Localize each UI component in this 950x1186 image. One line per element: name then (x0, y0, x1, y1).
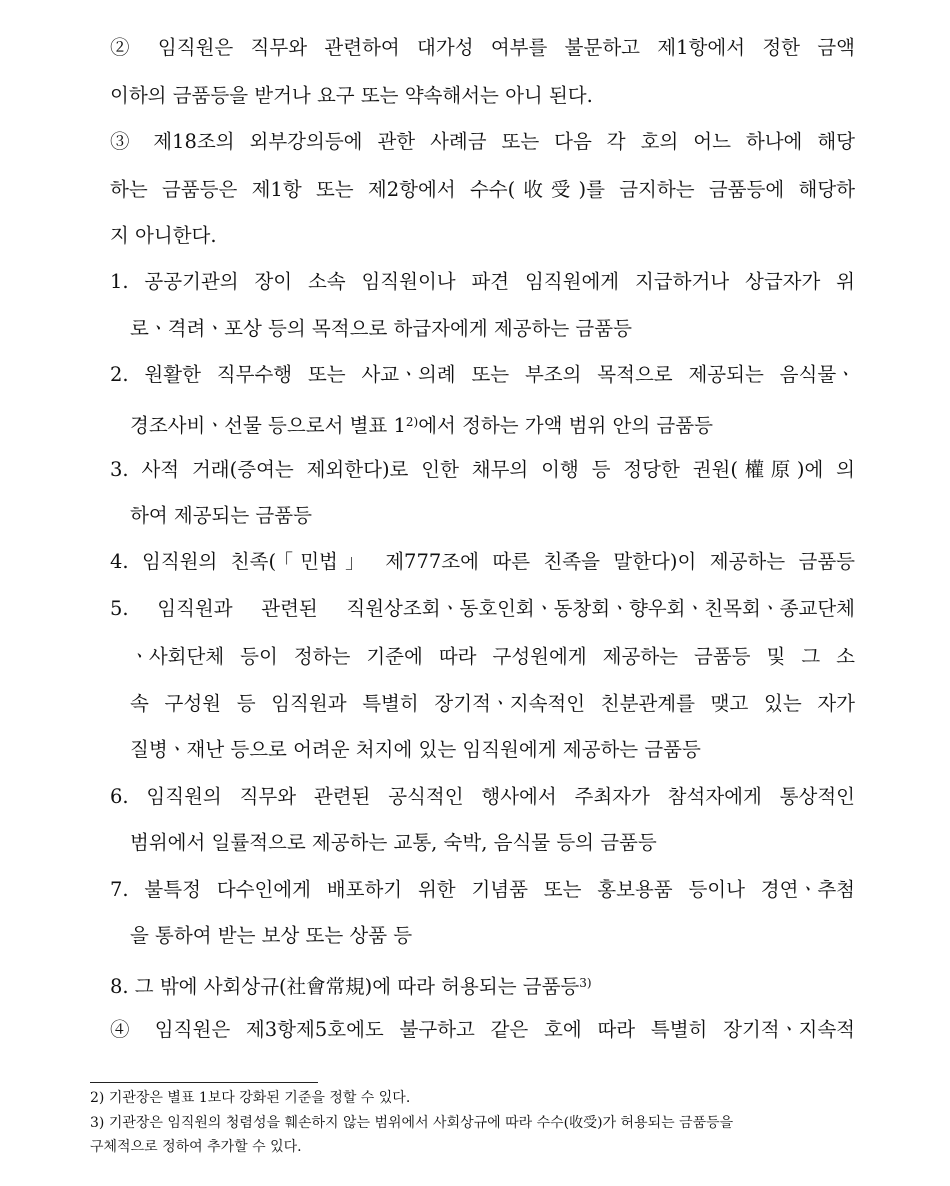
paragraph-3-line-3: 지 아니한다. (110, 224, 217, 247)
item-5-line-3: 속 구성원 등 임직원과 특별히 장기적ㆍ지속적인 친분관계를 맺고 있는 자가 (130, 692, 855, 715)
item-6-line-2: 범위에서 일률적으로 제공하는 교통, 숙박, 음식물 등의 금품등 (130, 831, 657, 854)
item-4-line-1: 4. 임직원의 친족(「민법」 제777조에 따른 친족을 말한다)이 제공하는 금품등 (110, 550, 855, 573)
item-5-line-4: 질병ㆍ재난 등으로 어려운 처지에 있는 임직원에게 제공하는 금품등 (130, 738, 701, 761)
footnote-3-line-1: 3) 기관장은 임직원의 청렴성을 훼손하지 않는 범위에서 사회상규에 따라 수수(收受)가 허용되는 금품등을 (90, 1115, 734, 1131)
item-1-line-1: 1. 공공기관의 장이 소속 임직원이나 파견 임직원에게 지급하거나 상급자가 위 (110, 270, 855, 293)
footnote-2: 2) 기관장은 별표 1보다 강화된 기준을 정할 수 있다. (90, 1090, 411, 1106)
footnote-ref-2: 2) (405, 415, 419, 429)
item-7-line-2: 을 통하여 받는 보상 또는 상품 등 (130, 924, 413, 947)
item-3-line-2: 하여 제공되는 금품등 (130, 504, 312, 527)
item-6-line-1: 6. 임직원의 직무와 관련된 공식적인 행사에서 주최자가 참석자에게 통상적인 (110, 785, 855, 808)
paragraph-2-line-1: ② 임직원은 직무와 관련하여 대가성 여부를 불문하고 제1항에서 정한 금액 (110, 36, 855, 59)
paragraph-3-line-1: ③ 제18조의 외부강의등에 관한 사례금 또는 다음 각 호의 어느 하나에 해당 (110, 130, 855, 153)
footnote-ref-3: 3) (579, 976, 592, 990)
item-8-text: 8. 그 밖에 사회상규(社會常規)에 따라 허용되는 금품등 (110, 975, 580, 998)
item-2-line-2 (130, 410, 713, 438)
paragraph-2-line-2: 이하의 금품등을 받거나 요구 또는 약속해서는 아니 된다. (110, 84, 593, 107)
paragraph-4-line-1: ④ 임직원은 제3항제5호에도 불구하고 같은 호에 따라 특별히 장기적ㆍ지속적 (110, 1018, 855, 1041)
item-2-line-1: 2. 원활한 직무수행 또는 사교ㆍ의례 또는 부조의 목적으로 제공되는 음식물ㆍ (110, 363, 855, 386)
item-2-line-2-text-b: 에서 정하는 가액 범위 안의 금품등 (418, 414, 713, 437)
item-8-line-1 (110, 971, 592, 999)
item-7-line-1: 7. 불특정 다수인에게 배포하기 위한 기념품 또는 홍보용품 등이나 경연ㆍ추첨 (110, 878, 855, 901)
item-2-line-2-text-a: 경조사비ㆍ선물 등으로서 별표 1 (130, 414, 406, 437)
item-5-line-2: ㆍ사회단체 등이 정하는 기준에 따라 구성원에게 제공하는 금품등 및 그 소 (130, 645, 855, 668)
item-3-line-1: 3. 사적 거래(증여는 제외한다)로 인한 채무의 이행 등 정당한 권원(權原)에 의 (110, 458, 855, 481)
footnote-divider (90, 1082, 318, 1083)
item-1-line-2: 로ㆍ격려ㆍ포상 등의 목적으로 하급자에게 제공하는 금품등 (130, 317, 632, 340)
paragraph-3-line-2: 하는 금품등은 제1항 또는 제2항에서 수수(收受)를 금지하는 금품등에 해당하 (110, 178, 855, 201)
item-5-line-1: 5. 임직원과 관련된 직원상조회ㆍ동호인회ㆍ동창회ㆍ향우회ㆍ친목회ㆍ종교단체 (110, 597, 855, 620)
footnote-3-line-2: 구체적으로 정하여 추가할 수 있다. (90, 1139, 302, 1155)
